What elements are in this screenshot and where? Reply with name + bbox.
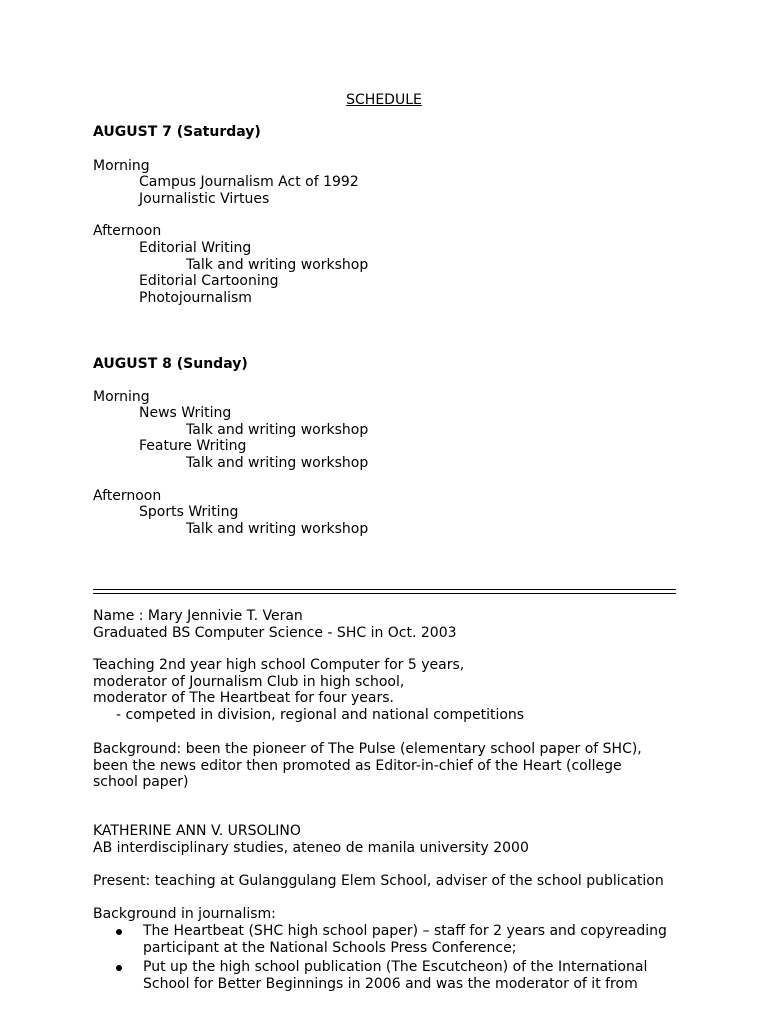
section-divider [93, 589, 676, 594]
bullet-dot [116, 965, 122, 971]
speaker2-background-label: Background in journalism: [93, 906, 276, 922]
day2-afternoon-subitem: Talk and writing workshop [186, 521, 369, 537]
day2-morning-item: News Writing [139, 405, 232, 421]
day2-morning-subitem: Talk and writing workshop [186, 455, 369, 471]
speaker2-bullet-line: The Heartbeat (SHC high school paper) – staff for 2 years and copyreading [143, 923, 667, 939]
speaker1-name: Name : Mary Jennivie T. Veran [93, 608, 303, 624]
speaker2-bullet-line: School for Better Beginnings in 2006 and was the moderator of it from [143, 976, 638, 992]
day1-afternoon-label: Afternoon [93, 223, 162, 239]
day2-afternoon-label: Afternoon [93, 488, 162, 504]
day2-morning-item: Feature Writing [139, 438, 247, 454]
schedule-title: SCHEDULE [346, 92, 422, 108]
speaker2-bullet-line: participant at the National Schools Press Conference; [143, 940, 517, 956]
day1-afternoon-item: Photojournalism [139, 290, 252, 306]
day2-morning-label: Morning [93, 389, 150, 405]
speaker2-bullet-line: Put up the high school publication (The Escutcheon) of the International [143, 959, 648, 975]
speaker1-teaching-line: moderator of The Heartbeat for four years. [93, 690, 394, 706]
speaker1-background-line: school paper) [93, 774, 189, 790]
day1-afternoon-subitem: Talk and writing workshop [186, 257, 369, 273]
bullet-dot [116, 929, 122, 935]
speaker1-degree: Graduated BS Computer Science - SHC in Oct. 2003 [93, 625, 457, 641]
day1-afternoon-item: Editorial Writing [139, 240, 252, 256]
speaker1-teaching-line: moderator of Journalism Club in high school, [93, 674, 405, 690]
speaker2-present: Present: teaching at Gulanggulang Elem School, adviser of the school publication [93, 873, 664, 889]
day1-afternoon-item: Editorial Cartooning [139, 273, 279, 289]
speaker1-teaching-line: Teaching 2nd year high school Computer for 5 years, [93, 657, 465, 673]
speaker1-background-line: Background: been the pioneer of The Pulse (elementary school paper of SHC), [93, 741, 642, 757]
speaker2-name: KATHERINE ANN V. URSOLINO [93, 823, 301, 839]
day2-heading: AUGUST 8 (Sunday) [93, 356, 248, 372]
day1-morning-item: Campus Journalism Act of 1992 [139, 174, 359, 190]
speaker1-background-line: been the news editor then promoted as Editor-in-chief of the Heart (college [93, 758, 622, 774]
day1-heading: AUGUST 7 (Saturday) [93, 124, 261, 140]
day2-morning-subitem: Talk and writing workshop [186, 422, 369, 438]
speaker1-competed: - competed in division, regional and national competitions [116, 707, 525, 723]
day2-afternoon-item: Sports Writing [139, 504, 239, 520]
day1-morning-item: Journalistic Virtues [139, 191, 270, 207]
speaker2-degree: AB interdisciplinary studies, ateneo de manila university 2000 [93, 840, 529, 856]
day1-morning-label: Morning [93, 158, 150, 174]
